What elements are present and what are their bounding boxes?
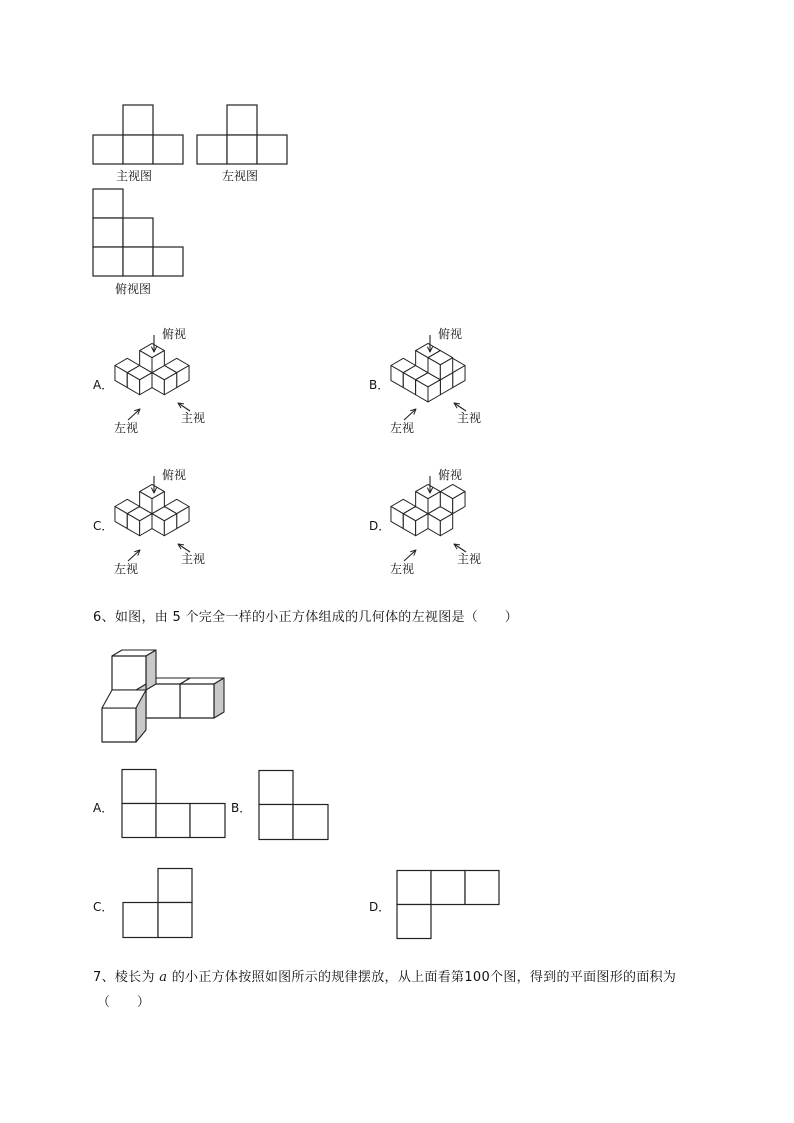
q7-text — [93, 966, 676, 985]
left-view-label: 左视 — [390, 421, 415, 435]
q5-option-b-label[interactable]: B． — [369, 378, 390, 392]
top-view-label: 俯视 — [438, 327, 463, 341]
q6-option-a-label[interactable]: A． — [93, 801, 114, 815]
top-view-label: 俯视 — [438, 468, 463, 482]
front-view-label: 主视 — [181, 552, 206, 566]
front-view-figure — [93, 104, 185, 166]
q5-option-b-figure[interactable] — [386, 325, 496, 435]
front-view-arrow — [454, 403, 466, 411]
left-view-caption: 左视图 — [222, 169, 259, 183]
front-view-label: 主视 — [181, 411, 206, 425]
q6-option-a-figure[interactable] — [122, 769, 228, 841]
q6-option-b-figure[interactable] — [259, 770, 331, 842]
q7-text-after: 的小正方体按照如图所示的规律摆放，从上面看第100个图，得到的平面图形的面积为 — [167, 970, 677, 985]
front-view-label: 主视 — [457, 552, 482, 566]
q5-option-c-figure[interactable] — [110, 466, 220, 576]
left-view-label: 左视 — [114, 421, 139, 435]
left-view-label: 左视 — [390, 562, 415, 576]
q5-option-d-figure[interactable] — [386, 466, 496, 576]
top-view-label: 俯视 — [162, 468, 187, 482]
front-view-arrow — [178, 403, 190, 411]
left-view-arrow — [404, 409, 416, 420]
q5-option-a-figure[interactable] — [110, 325, 220, 435]
q6-option-d-figure[interactable] — [397, 870, 503, 942]
top-view-label: 俯视 — [162, 327, 187, 341]
q6-option-b-label[interactable]: B． — [231, 801, 252, 815]
front-view-label: 主视 — [457, 411, 482, 425]
q6-text: 6、如图，由 5 个完全一样的小正方体组成的几何体的左视图是（ ） — [93, 610, 519, 625]
left-view-arrow — [404, 550, 416, 561]
q5-option-d-label[interactable]: D． — [369, 519, 391, 533]
q6-option-c-label[interactable]: C． — [93, 900, 114, 914]
q7-text-before: 7、棱长为 — [93, 970, 160, 985]
top-view-caption: 俯视图 — [115, 282, 152, 296]
front-view-caption: 主视图 — [116, 169, 153, 183]
q6-option-d-label[interactable]: D． — [369, 900, 391, 914]
left-view-label: 左视 — [114, 562, 139, 576]
q7-answer-paren: （ ） — [97, 995, 151, 1010]
q5-option-c-label[interactable]: C． — [93, 519, 114, 533]
left-view-arrow — [128, 409, 140, 420]
front-view-arrow — [454, 544, 466, 552]
front-view-arrow — [178, 544, 190, 552]
left-view-arrow — [128, 550, 140, 561]
q7-variable-a: a — [159, 970, 168, 985]
q6-solid-figure — [100, 650, 230, 745]
top-view-figure — [93, 188, 185, 280]
left-view-figure — [197, 104, 289, 166]
q5-option-a-label[interactable]: A． — [93, 378, 114, 392]
q6-option-c-figure[interactable] — [123, 868, 195, 942]
